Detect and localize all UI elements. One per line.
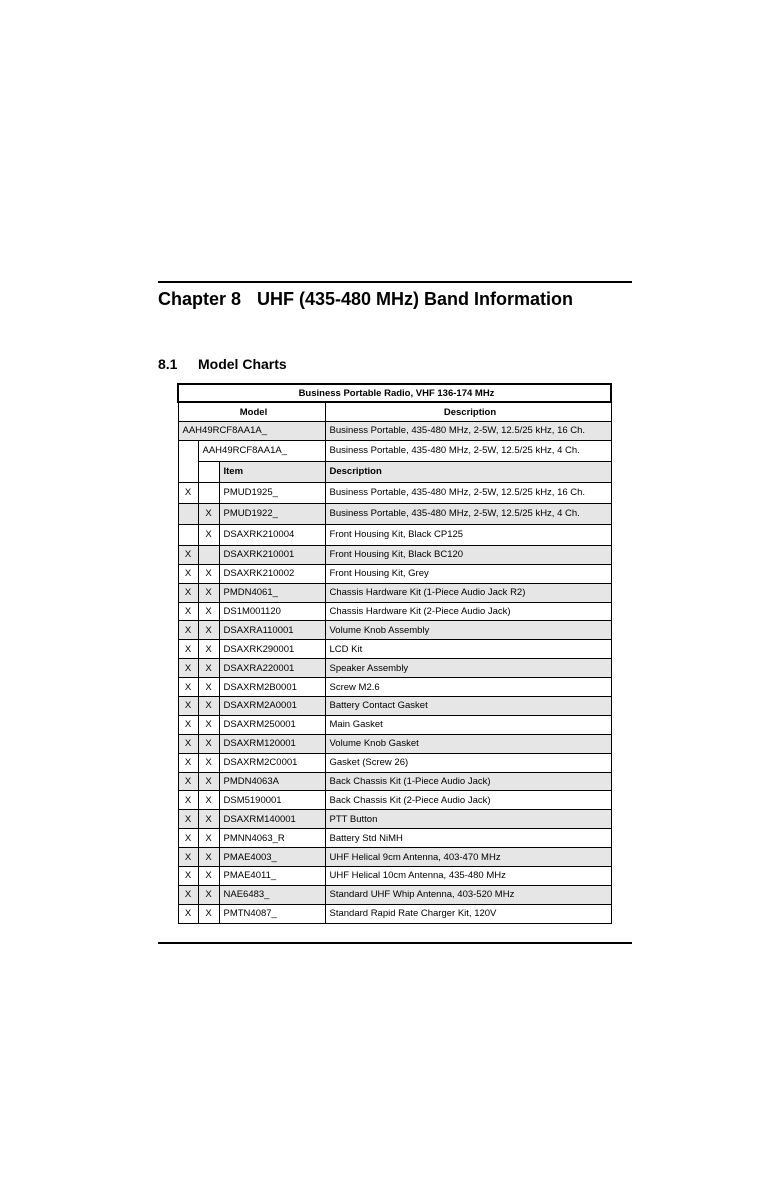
table-row — [178, 697, 611, 716]
item-description: PTT Button — [325, 810, 611, 829]
model-description-1: Business Portable, 435-480 MHz, 2-5W, 12.5/25 kHz, 16 Ch. — [325, 422, 611, 441]
model-2-mark: X — [198, 583, 219, 602]
model-indent-cell — [178, 440, 198, 482]
item-number: NAE6483_ — [219, 885, 325, 904]
model-2-mark: X — [198, 564, 219, 583]
item-indent-cell — [198, 461, 219, 482]
item-description: Back Chassis Kit (1-Piece Audio Jack) — [325, 772, 611, 791]
model-2-mark: X — [198, 659, 219, 678]
model-1-mark: X — [178, 810, 198, 829]
model-2-mark: X — [198, 697, 219, 716]
table-row — [178, 715, 611, 734]
model-1-mark: X — [178, 904, 198, 923]
table-row — [178, 734, 611, 753]
item-number: DSAXRM250001 — [219, 715, 325, 734]
model-2-mark: X — [198, 715, 219, 734]
model-1-mark: X — [178, 564, 198, 583]
item-number: PMUD1925_ — [219, 482, 325, 503]
chapter-number: Chapter 8 — [158, 289, 242, 309]
model-2-mark: X — [198, 753, 219, 772]
model-2-mark: X — [198, 829, 219, 848]
item-number: DS1M001120 — [219, 602, 325, 621]
model-2-mark — [198, 545, 219, 564]
item-number: DSM5190001 — [219, 791, 325, 810]
model-2-mark: X — [198, 885, 219, 904]
model-2-mark: X — [198, 678, 219, 697]
model-2-mark — [198, 482, 219, 503]
item-description: UHF Helical 10cm Antenna, 435-480 MHz — [325, 867, 611, 886]
table-row — [178, 564, 611, 583]
model-code-1: AAH49RCF8AA1A_ — [178, 422, 325, 441]
top-rule — [158, 281, 632, 283]
item-number: DSAXRK290001 — [219, 640, 325, 659]
model-1-mark: X — [178, 885, 198, 904]
table-row — [178, 904, 611, 923]
item-number: PMDN4063A — [219, 772, 325, 791]
item-number: PMUD1922_ — [219, 503, 325, 524]
table-row — [178, 791, 611, 810]
model-2-mark: X — [198, 848, 219, 867]
model-1-mark: X — [178, 715, 198, 734]
model-row-2 — [178, 440, 611, 461]
table-row — [178, 659, 611, 678]
model-2-mark: X — [198, 810, 219, 829]
model-1-mark: X — [178, 583, 198, 602]
item-description: Volume Knob Assembly — [325, 621, 611, 640]
chapter-title — [158, 289, 573, 310]
model-1-mark: X — [178, 602, 198, 621]
item-number: PMAE4011_ — [219, 867, 325, 886]
item-description: Front Housing Kit, Black BC120 — [325, 545, 611, 564]
item-description: UHF Helical 9cm Antenna, 403-470 MHz — [325, 848, 611, 867]
model-2-mark: X — [198, 602, 219, 621]
model-1-mark: X — [178, 848, 198, 867]
item-description: Screw M2.6 — [325, 678, 611, 697]
table-column-header-row — [178, 402, 611, 422]
model-2-mark: X — [198, 640, 219, 659]
model-2-mark: X — [198, 772, 219, 791]
item-column-header: Item — [219, 461, 325, 482]
table-row — [178, 482, 611, 503]
item-number: DSAXRA110001 — [219, 621, 325, 640]
model-code-2: AAH49RCF8AA1A_ — [198, 440, 325, 461]
item-description: Gasket (Screw 26) — [325, 753, 611, 772]
model-1-mark: X — [178, 482, 198, 503]
model-1-mark — [178, 503, 198, 524]
item-description: Business Portable, 435-480 MHz, 2-5W, 12.5/25 kHz, 16 Ch. — [325, 482, 611, 503]
model-2-mark: X — [198, 791, 219, 810]
item-description: Front Housing Kit, Black CP125 — [325, 524, 611, 545]
bottom-rule — [158, 942, 632, 944]
item-number: PMAE4003_ — [219, 848, 325, 867]
item-description: Front Housing Kit, Grey — [325, 564, 611, 583]
table-row — [178, 885, 611, 904]
table-row — [178, 810, 611, 829]
table-row — [178, 583, 611, 602]
table-title-row — [178, 384, 611, 402]
section-number: 8.1 — [158, 356, 178, 372]
item-number: DSAXRM2C0001 — [219, 753, 325, 772]
item-description-header: Description — [325, 461, 611, 482]
item-description: Volume Knob Gasket — [325, 734, 611, 753]
section-title-text: Model Charts — [198, 356, 287, 372]
item-number: DSAXRA220001 — [219, 659, 325, 678]
item-description: Standard Rapid Rate Charger Kit, 120V — [325, 904, 611, 923]
table-row — [178, 602, 611, 621]
table-row — [178, 640, 611, 659]
table-row — [178, 524, 611, 545]
item-description: Speaker Assembly — [325, 659, 611, 678]
model-description-2: Business Portable, 435-480 MHz, 2-5W, 12.5/25 kHz, 4 Ch. — [325, 440, 611, 461]
item-description: Back Chassis Kit (2-Piece Audio Jack) — [325, 791, 611, 810]
model-1-mark: X — [178, 545, 198, 564]
model-row-1 — [178, 422, 611, 441]
item-number: DSAXRM120001 — [219, 734, 325, 753]
model-1-mark: X — [178, 791, 198, 810]
model-1-mark: X — [178, 640, 198, 659]
table-row — [178, 545, 611, 564]
model-2-mark: X — [198, 524, 219, 545]
table-title: Business Portable Radio, VHF 136-174 MHz — [178, 384, 611, 402]
item-description: Chassis Hardware Kit (2-Piece Audio Jack) — [325, 602, 611, 621]
item-description: Standard UHF Whip Antenna, 403-520 MHz — [325, 885, 611, 904]
item-description: Main Gasket — [325, 715, 611, 734]
model-1-mark: X — [178, 659, 198, 678]
item-number: DSAXRK210001 — [219, 545, 325, 564]
item-description: Business Portable, 435-480 MHz, 2-5W, 12.5/25 kHz, 4 Ch. — [325, 503, 611, 524]
item-number: DSAXRK210004 — [219, 524, 325, 545]
table-row — [178, 753, 611, 772]
table-row — [178, 829, 611, 848]
item-header-row — [178, 461, 611, 482]
item-description: Battery Std NiMH — [325, 829, 611, 848]
model-1-mark: X — [178, 772, 198, 791]
chapter-title-text: UHF (435-480 MHz) Band Information — [257, 289, 574, 309]
model-chart-table — [177, 383, 612, 924]
model-2-mark: X — [198, 734, 219, 753]
item-number: DSAXRM2B0001 — [219, 678, 325, 697]
model-2-mark: X — [198, 621, 219, 640]
model-1-mark: X — [178, 697, 198, 716]
description-column-header: Description — [325, 402, 611, 422]
model-2-mark: X — [198, 904, 219, 923]
model-1-mark: X — [178, 753, 198, 772]
item-description: LCD Kit — [325, 640, 611, 659]
model-2-mark: X — [198, 867, 219, 886]
model-1-mark — [178, 524, 198, 545]
table-row — [178, 503, 611, 524]
item-description: Chassis Hardware Kit (1-Piece Audio Jack R2) — [325, 583, 611, 602]
section-title — [158, 356, 287, 372]
item-number: DSAXRM140001 — [219, 810, 325, 829]
item-number: PMNN4063_R — [219, 829, 325, 848]
table-row — [178, 772, 611, 791]
item-number: PMTN4087_ — [219, 904, 325, 923]
item-description: Battery Contact Gasket — [325, 697, 611, 716]
table-row — [178, 678, 611, 697]
model-2-mark: X — [198, 503, 219, 524]
model-1-mark: X — [178, 734, 198, 753]
table-row — [178, 621, 611, 640]
item-number: DSAXRM2A0001 — [219, 697, 325, 716]
item-number: DSAXRK210002 — [219, 564, 325, 583]
model-column-header: Model — [178, 402, 325, 422]
model-1-mark: X — [178, 829, 198, 848]
table-row — [178, 867, 611, 886]
item-number: PMDN4061_ — [219, 583, 325, 602]
model-1-mark: X — [178, 678, 198, 697]
table-row — [178, 848, 611, 867]
model-1-mark: X — [178, 621, 198, 640]
model-1-mark: X — [178, 867, 198, 886]
